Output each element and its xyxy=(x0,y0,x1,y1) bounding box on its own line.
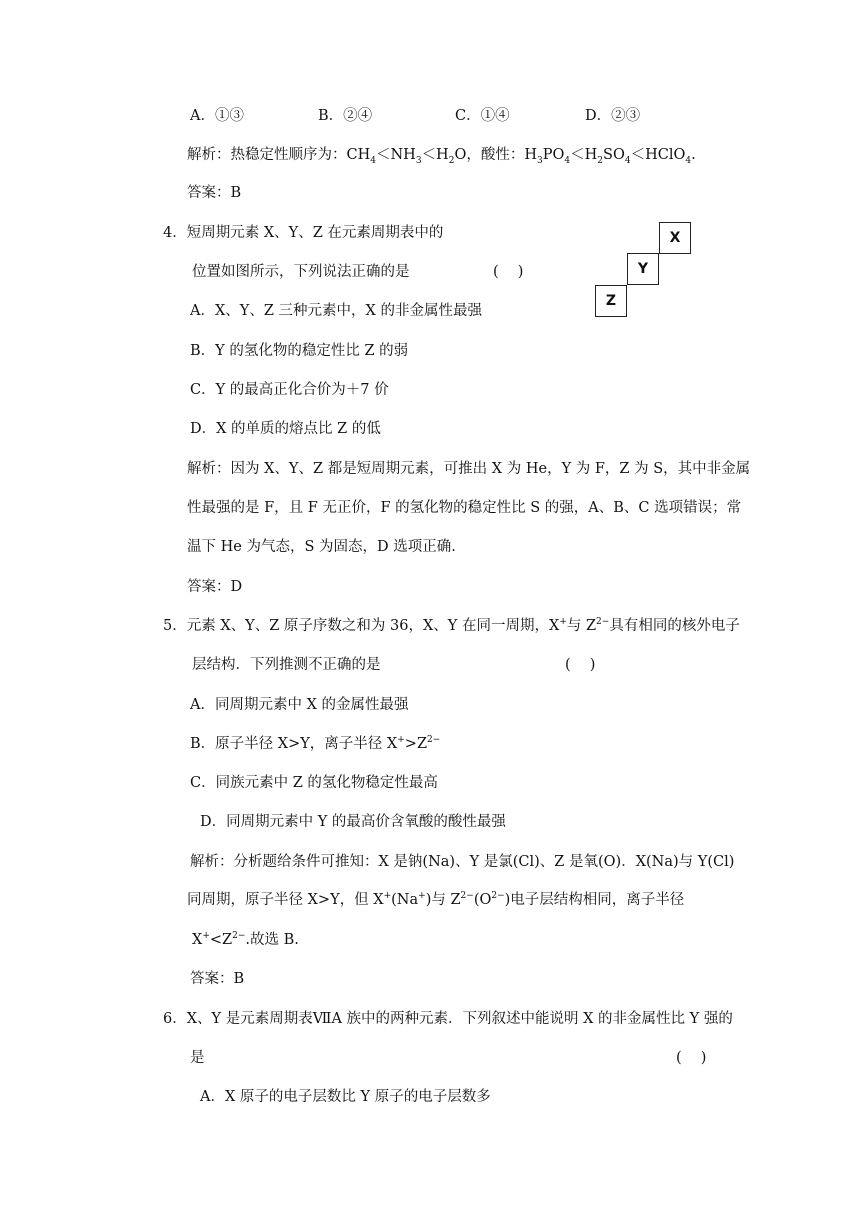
q4-analysis-line2: 性最强的是 F，且 F 无正价，F 的氢化物的稳定性比 S 的强，A、B、C 选项错误；常 xyxy=(187,500,742,516)
q5-option-b: B．原子半径 X>Y，离子半径 $X^+>Z^{2-}$ xyxy=(190,735,441,752)
q3-option-a: A．①③ xyxy=(190,108,244,124)
q5-answer: 答案：B xyxy=(190,971,245,987)
q4-stem-line1: 4．短周期元素 X、Y、Z 在元素周期表中的 xyxy=(163,225,444,241)
q4-option-c: C．Y 的最高正化合价为＋7 价 xyxy=(190,382,389,398)
q3-analysis: 解析：热稳定性顺序为：$CH_4<NH_3<H_2O$，酸性：$H_3PO_4<H_2SO_4<HClO_4$. xyxy=(187,147,696,166)
diagram-box-y: Y xyxy=(627,253,659,285)
diagram-box-x: X xyxy=(659,222,691,254)
q5-option-d: D．同周期元素中 Y 的最高价含氧酸的酸性最强 xyxy=(200,814,506,830)
q4-option-b: B．Y 的氢化物的稳定性比 Z 的弱 xyxy=(190,343,409,359)
q6-option-a: A．X 原子的电子层数比 Y 原子的电子层数多 xyxy=(200,1089,491,1105)
q4-analysis-line3: 温下 He 为气态，S 为固态，D 选项正确. xyxy=(187,539,456,555)
q6-stem-line2: 是 xyxy=(190,1050,205,1066)
q5-analysis-line2: 同周期，原子半径 X>Y，但 X+(Na+)与 $Z^{2-}(O^{2-})$电子层结构相同，离子半径 xyxy=(187,891,685,908)
q5-option-c: C．同族元素中 Z 的氢化物稳定性最高 xyxy=(190,775,438,791)
q5-analysis-line3: $X^+<Z^{2-}$.故选 B. xyxy=(192,931,299,948)
q5-analysis-line1: 解析：分析题给条件可推知：X 是钠(Na)、Y 是氯(Cl)、Z 是氧(O)．X(Na)与 Y(Cl) xyxy=(190,854,735,870)
q6-stem-line1: 6．X、Y 是元素周期表ⅦA 族中的两种元素．下列叙述中能说明 X 的非金属性比 Y 强的 xyxy=(163,1011,733,1027)
q4-analysis-line1: 解析：因为 X、Y、Z 都是短周期元素，可推出 X 为 He，Y 为 F，Z 为 S，其中非金属 xyxy=(187,461,751,477)
diagram-box-z: Z xyxy=(595,285,627,317)
q3-option-d: D．②③ xyxy=(585,108,641,124)
q5-answer-blank: ( ) xyxy=(565,657,596,673)
q3-answer: 答案：B xyxy=(187,185,242,201)
q5-stem-line2: 层结构．下列推测不正确的是 xyxy=(192,657,381,673)
q4-option-a: A．X、Y、Z 三种元素中，X 的非金属性最强 xyxy=(190,303,482,319)
q3-option-c: C．①④ xyxy=(455,108,510,124)
q5-option-a: A．同周期元素中 X 的金属性最强 xyxy=(190,697,409,713)
q5-stem-line1: 5．元素 X、Y、Z 原子序数之和为 36，X、Y 在同一周期，X+与 $Z^{2-}$具有相同的核外电子 xyxy=(163,617,740,634)
q4-option-d: D．X 的单质的熔点比 Z 的低 xyxy=(190,421,381,437)
q4-stem-line2: 位置如图所示，下列说法正确的是 xyxy=(192,264,410,280)
q6-answer-blank: ( ) xyxy=(676,1050,707,1066)
q4-answer-blank: ( ) xyxy=(493,264,524,280)
q4-answer: 答案：D xyxy=(187,579,243,595)
q3-option-b: B．②④ xyxy=(318,108,373,124)
